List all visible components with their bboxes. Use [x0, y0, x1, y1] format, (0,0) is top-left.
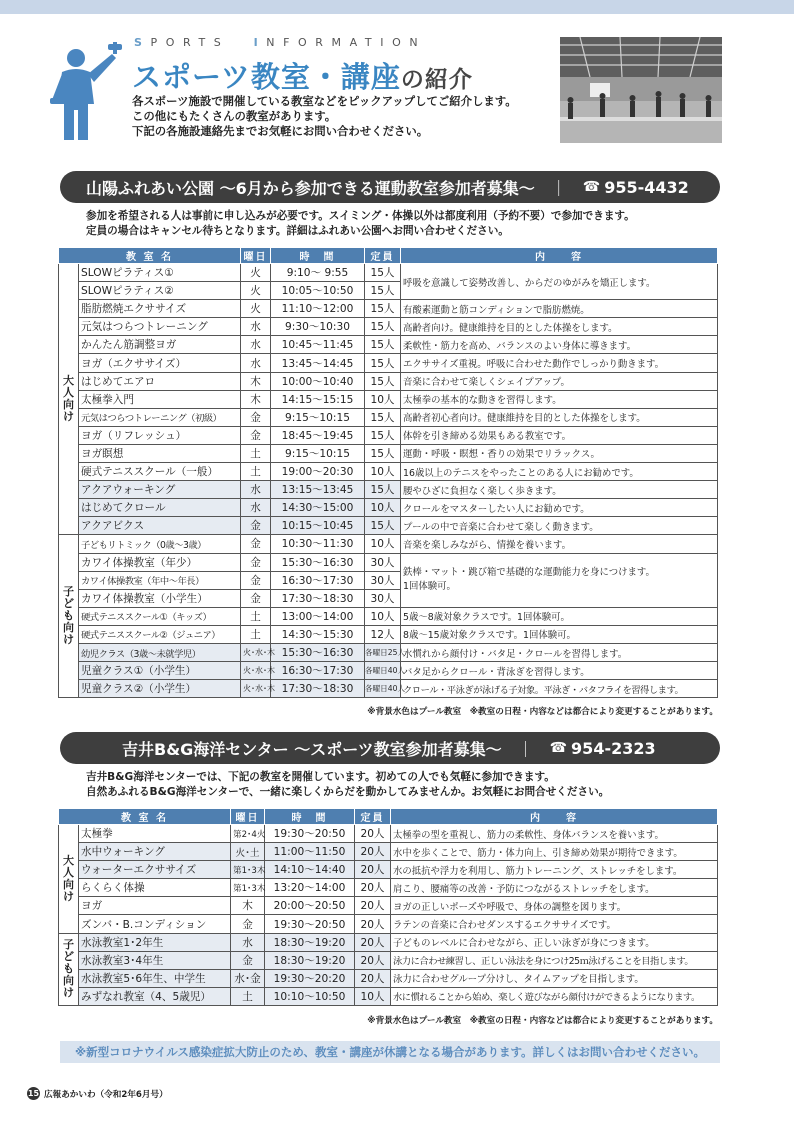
class-description: 水に慣れることから始め、楽しく遊びながら顔付けができるようになります。 — [391, 987, 718, 1005]
class-capacity: 各曜日40人 — [365, 662, 401, 680]
table-row — [59, 336, 718, 354]
class-name: アクアビクス — [79, 517, 241, 535]
phone-number: 955-4432 — [604, 177, 689, 197]
class-time: 10:45～11:45 — [271, 336, 365, 354]
table-row — [59, 535, 718, 553]
class-day: 金 — [231, 951, 265, 969]
class-time: 14:15～15:15 — [271, 390, 365, 408]
class-name: ヨガ（エクササイズ） — [79, 354, 241, 372]
table-row — [59, 372, 718, 390]
class-capacity: 20人 — [355, 897, 391, 915]
class-description: クロールをマスターしたい人にお勧めです。 — [401, 499, 718, 517]
class-capacity: 30人 — [365, 553, 401, 571]
class-description: 呼吸を意識して姿勢改善し、からだのゆがみを矯正します。 — [401, 264, 718, 300]
class-name: ヨガ — [79, 897, 231, 915]
class-day: 火･水･木 — [241, 643, 271, 661]
class-description: 泳力に合わせ練習し、正しい泳法を身につけ25ｍ泳げることを目指します。 — [391, 951, 718, 969]
page-title: スポーツ教室・講座の紹介 — [132, 60, 473, 94]
class-capacity: 20人 — [355, 915, 391, 933]
class-capacity: 15人 — [365, 282, 401, 300]
class-capacity: 20人 — [355, 969, 391, 987]
class-time: 13:45～14:45 — [271, 354, 365, 372]
class-capacity: 15人 — [365, 372, 401, 390]
class-description: 泳力に合わせグループ分けし、タイムアップを目指します。 — [391, 969, 718, 987]
class-day: 水 — [231, 933, 265, 951]
class-name: はじめてエアロ — [79, 372, 241, 390]
class-day: 第2･4火 — [231, 825, 265, 843]
class-description: 太極拳の型を重視し、筋力の柔軟性、身体バランスを養います。 — [391, 825, 718, 843]
publication-name: 広報あかいわ（令和2年6月号） — [44, 1090, 168, 1100]
table-row — [59, 481, 718, 499]
class-name: 水中ウォーキング — [79, 843, 231, 861]
class-name: 太極拳 — [79, 825, 231, 843]
table-row — [59, 843, 718, 861]
class-day: 金 — [241, 553, 271, 571]
class-description: ラテンの音楽に合わせダンスするエクササイズです。 — [391, 915, 718, 933]
class-day: 火･水･木 — [241, 662, 271, 680]
section-yoshii-header — [60, 732, 720, 764]
class-name: みずなれ教室（4、5歳児） — [79, 987, 231, 1005]
class-name: カワイ体操教室（年少） — [79, 553, 241, 571]
table-row — [59, 390, 718, 408]
table-row — [59, 933, 718, 951]
class-time: 19:30～20:50 — [265, 915, 355, 933]
class-time: 9:10～ 9:55 — [271, 264, 365, 282]
class-name: カワイ体操教室（年中～年長） — [79, 571, 241, 589]
table-row — [59, 662, 718, 680]
class-capacity: 15人 — [365, 408, 401, 426]
class-name: 元気はつらつトレーニング（初級） — [79, 408, 241, 426]
table-row — [59, 463, 718, 481]
class-name: 児童クラス②（小学生） — [79, 680, 241, 698]
class-name: 水泳教室3･4年生 — [79, 951, 231, 969]
class-day: 金 — [241, 408, 271, 426]
class-time: 18:45～19:45 — [271, 426, 365, 444]
phone-icon: ☎ — [549, 740, 568, 756]
table-row — [59, 499, 718, 517]
class-capacity: 各曜日25人 — [365, 643, 401, 661]
sports-information-label: SPORTS INFORMATION — [134, 36, 427, 49]
class-time: 16:30～17:30 — [271, 662, 365, 680]
yoshii-schedule-table — [58, 808, 718, 1006]
class-name: 硬式テニススクール①（キッズ） — [79, 607, 241, 625]
class-time: 9:30～10:30 — [271, 318, 365, 336]
class-time: 9:15～10:15 — [271, 444, 365, 462]
sanyo-schedule-table — [58, 247, 718, 698]
intro-text: 各スポーツ施設で開催している教室などをピックアップしてご紹介します。 この他にもたくさんの教室があります。 下記の各施設連絡先までお気軽にお問い合わせください。 — [132, 94, 517, 138]
table-row — [59, 625, 718, 643]
class-name: ヨガ瞑想 — [79, 444, 241, 462]
table-row — [59, 426, 718, 444]
class-description: 体幹を引き締める効果もある教室です。 — [401, 426, 718, 444]
class-name: 硬式テニススクール②（ジュニア） — [79, 625, 241, 643]
class-capacity: 12人 — [365, 625, 401, 643]
athlete-figure-icon — [50, 40, 126, 140]
class-capacity: 10人 — [365, 390, 401, 408]
class-name: SLOWピラティス② — [79, 282, 241, 300]
col-header-capacity: 定員 — [355, 809, 391, 825]
class-time: 20:00～20:50 — [265, 897, 355, 915]
class-capacity: 15人 — [365, 300, 401, 318]
table-row — [59, 951, 718, 969]
class-day: 火･土 — [231, 843, 265, 861]
table-row — [59, 607, 718, 625]
class-time: 10:05～10:50 — [271, 282, 365, 300]
class-capacity: 10人 — [365, 535, 401, 553]
class-capacity: 20人 — [355, 933, 391, 951]
class-name: ズンバ・B.コンディション — [79, 915, 231, 933]
table-header-row — [59, 809, 718, 825]
table-row — [59, 643, 718, 661]
class-name: はじめてクロール — [79, 499, 241, 517]
class-capacity: 20人 — [355, 843, 391, 861]
class-day: 金 — [241, 535, 271, 553]
section-sanyo-header — [60, 171, 720, 203]
class-name: 水泳教室1･2年生 — [79, 933, 231, 951]
class-day: 水･金 — [231, 969, 265, 987]
class-day: 土 — [241, 607, 271, 625]
phone-number: 954-2323 — [571, 738, 656, 758]
table-row — [59, 861, 718, 879]
class-capacity: 30人 — [365, 571, 401, 589]
class-day: 金 — [241, 589, 271, 607]
col-header-capacity: 定員 — [365, 248, 401, 264]
class-name: 硬式テニススクール（一般） — [79, 463, 241, 481]
class-capacity: 20人 — [355, 879, 391, 897]
class-capacity: 10人 — [365, 463, 401, 481]
phone-icon: ☎ — [582, 179, 601, 195]
table-header-row — [59, 248, 718, 264]
class-capacity: 各曜日40人 — [365, 680, 401, 698]
section-yoshii-note: 吉井B&G海洋センターでは、下記の教室を開催しています。初めての人でも気軽に参加できます。 自然あふれるB&G海洋センターで、一緒に楽しくからだを動かしてみませんか。お気軽にお問合せください。 — [86, 771, 610, 798]
class-time: 11:10～12:00 — [271, 300, 365, 318]
class-name: 幼児クラス（3歳～未就学児） — [79, 643, 241, 661]
class-time: 14:30～15:30 — [271, 625, 365, 643]
class-day: 火 — [241, 282, 271, 300]
class-time: 10:15～10:45 — [271, 517, 365, 535]
gym-photo — [560, 37, 722, 143]
class-time: 10:30～11:30 — [271, 535, 365, 553]
section-title: 山陽ふれあい公園 ～6月から参加できる運動教室参加者募集～ — [86, 178, 535, 198]
class-day: 木 — [241, 390, 271, 408]
class-name: 水泳教室5･6年生、中学生 — [79, 969, 231, 987]
col-header-description: 内 容 — [391, 809, 718, 825]
table-row — [59, 969, 718, 987]
class-day: 金 — [241, 571, 271, 589]
table-row — [59, 354, 718, 372]
class-capacity: 20人 — [355, 825, 391, 843]
class-name: ウォーターエクササイズ — [79, 861, 231, 879]
table-row — [59, 264, 718, 282]
class-day: 木 — [231, 897, 265, 915]
class-day: 水 — [241, 336, 271, 354]
class-name: アクアウォーキング — [79, 481, 241, 499]
table-row — [59, 987, 718, 1005]
table-row — [59, 553, 718, 571]
class-description: 水中を歩くことで、筋力・体力向上、引き締め効果が期待できます。 — [391, 843, 718, 861]
class-capacity: 10人 — [365, 499, 401, 517]
separator: ｜ — [550, 178, 567, 198]
table-row — [59, 300, 718, 318]
table-row — [59, 915, 718, 933]
table-row — [59, 517, 718, 535]
class-capacity: 15人 — [365, 264, 401, 282]
class-time: 9:15～10:15 — [271, 408, 365, 426]
class-name: らくらく体操 — [79, 879, 231, 897]
col-header-name: 教 室 名 — [59, 809, 231, 825]
class-capacity: 20人 — [355, 951, 391, 969]
class-description: エクササイズ重視。呼吸に合わせた動作でしっかり動きます。 — [401, 354, 718, 372]
class-description: 音楽を楽しみながら、情操を養います。 — [401, 535, 718, 553]
class-day: 水 — [241, 481, 271, 499]
class-capacity: 15人 — [365, 354, 401, 372]
class-description: プールの中で音楽に合わせて楽しく動きます。 — [401, 517, 718, 535]
class-description: 高齢者初心者向け。健康維持を目的とした体操をします。 — [401, 408, 718, 426]
class-description: 16歳以上のテニスをやったことのある人にお勧めです。 — [401, 463, 718, 481]
class-time: 11:00～11:50 — [265, 843, 355, 861]
class-name: 子どもリトミック（0歳～3歳） — [79, 535, 241, 553]
page-number: 15 — [27, 1089, 40, 1098]
table-row — [59, 444, 718, 462]
class-capacity: 30人 — [365, 589, 401, 607]
class-description: 8歳～15歳対象クラスです。1回体験可。 — [401, 625, 718, 643]
table-row — [59, 318, 718, 336]
class-day: 金 — [241, 426, 271, 444]
class-day: 土 — [241, 625, 271, 643]
class-name: ヨガ（リフレッシュ） — [79, 426, 241, 444]
group-label-adult: 大人向け — [59, 264, 79, 535]
col-header-name: 教 室 名 — [59, 248, 241, 264]
class-time: 14:10～14:40 — [265, 861, 355, 879]
col-header-description: 内 容 — [401, 248, 718, 264]
class-description: 水慣れから顔付け・バタ足・クロールを習得します。 — [401, 643, 718, 661]
class-capacity: 15人 — [365, 336, 401, 354]
class-day: 水 — [241, 354, 271, 372]
class-time: 18:30～19:20 — [265, 951, 355, 969]
col-header-time: 時 間 — [265, 809, 355, 825]
section-title: 吉井B&G海洋センター ～スポーツ教室参加者募集～ — [122, 739, 502, 759]
col-header-day: 曜日 — [241, 248, 271, 264]
class-day: 火 — [241, 264, 271, 282]
class-capacity: 10人 — [355, 987, 391, 1005]
class-time: 15:30～16:30 — [271, 643, 365, 661]
class-description: 肩こり、腰痛等の改善・予防につながるストレッチをします。 — [391, 879, 718, 897]
table-row — [59, 825, 718, 843]
class-time: 13:00～14:00 — [271, 607, 365, 625]
class-time: 19:00～20:30 — [271, 463, 365, 481]
class-day: 水 — [241, 318, 271, 336]
class-capacity: 15人 — [365, 444, 401, 462]
class-day: 木 — [241, 372, 271, 390]
group-label-adult: 大人向け — [59, 825, 79, 934]
class-description: 柔軟性・筋力を高め、バランスのよい身体に導きます。 — [401, 336, 718, 354]
col-header-day: 曜日 — [231, 809, 265, 825]
class-description: 水の抵抗や浮力を利用し、筋力トレーニング、ストレッチをします。 — [391, 861, 718, 879]
class-day: 土 — [241, 463, 271, 481]
class-time: 17:30～18:30 — [271, 589, 365, 607]
class-description: 運動・呼吸・瞑想・香りの効果でリラックス。 — [401, 444, 718, 462]
covid-warning-banner: ※新型コロナウイルス感染症拡大防止のため、教室・講座が休講となる場合があります。詳しくはお問い合わせください。 — [60, 1041, 720, 1063]
group-label-child: 子ども向け — [59, 535, 79, 698]
class-description: 5歳～8歳対象クラスです。1回体験可。 — [401, 607, 718, 625]
class-time: 15:30～16:30 — [271, 553, 365, 571]
class-day: 水 — [241, 499, 271, 517]
class-description: ヨガの正しいポーズや呼吸で、身体の調整を図ります。 — [391, 897, 718, 915]
class-day: 火･水･木 — [241, 680, 271, 698]
class-time: 18:30～19:20 — [265, 933, 355, 951]
class-day: 金 — [241, 517, 271, 535]
class-capacity: 15人 — [365, 318, 401, 336]
class-name: 元気はつらつトレーニング — [79, 318, 241, 336]
class-time: 10:10～10:50 — [265, 987, 355, 1005]
class-capacity: 15人 — [365, 426, 401, 444]
class-time: 17:30～18:30 — [271, 680, 365, 698]
class-description: 腰やひざに負担なく楽しく歩きます。 — [401, 481, 718, 499]
table-row — [59, 408, 718, 426]
class-time: 19:30～20:50 — [265, 825, 355, 843]
class-day: 土 — [231, 987, 265, 1005]
top-band — [0, 0, 794, 14]
class-name: カワイ体操教室（小学生） — [79, 589, 241, 607]
class-name: SLOWピラティス① — [79, 264, 241, 282]
class-time: 14:30～15:00 — [271, 499, 365, 517]
class-description: 太極拳の基本的な動きを習得します。 — [401, 390, 718, 408]
separator: ｜ — [517, 739, 534, 759]
table-row — [59, 897, 718, 915]
class-time: 19:30～20:20 — [265, 969, 355, 987]
class-day: 土 — [241, 444, 271, 462]
class-name: 太極拳入門 — [79, 390, 241, 408]
col-header-time: 時 間 — [271, 248, 365, 264]
table-footnote: ※背景水色はプール教室 ※教室の日程・内容などは都合により変更することがあります。 — [367, 707, 718, 717]
class-capacity: 15人 — [365, 517, 401, 535]
class-description: 音楽に合わせて楽しくシェイプアップ。 — [401, 372, 718, 390]
class-day: 金 — [231, 915, 265, 933]
class-time: 10:00～10:40 — [271, 372, 365, 390]
class-description: 子どものレベルに合わせながら、正しい泳ぎが身につきます。 — [391, 933, 718, 951]
class-day: 火 — [241, 300, 271, 318]
class-name: かんたん筋調整ヨガ — [79, 336, 241, 354]
section-sanyo-note: 参加を希望される人は事前に申し込みが必要です。スイミング・体操以外は都度利用（予約不要）で参加できます。 定員の場合はキャンセル待ちとなります。詳細はふれあい公園へお問い合わせください。 — [86, 210, 635, 237]
class-description: クロール・平泳ぎが泳げる子対象。平泳ぎ・バタフライを習得します。 — [401, 680, 718, 698]
class-description: バタ足からクロール・背泳ぎを習得します。 — [401, 662, 718, 680]
class-capacity: 20人 — [355, 861, 391, 879]
class-name: 児童クラス①（小学生） — [79, 662, 241, 680]
class-description: 有酸素運動と筋コンディションで脂肪燃焼。 — [401, 300, 718, 318]
class-description: 高齢者向け。健康維持を目的とした体操をします。 — [401, 318, 718, 336]
class-capacity: 15人 — [365, 481, 401, 499]
class-time: 13:20～14:00 — [265, 879, 355, 897]
class-time: 16:30～17:30 — [271, 571, 365, 589]
table-row — [59, 680, 718, 698]
group-label-child: 子ども向け — [59, 933, 79, 1005]
class-name: 脂肪燃焼エクササイズ — [79, 300, 241, 318]
class-day: 第1･3木 — [231, 879, 265, 897]
class-description: 鉄棒・マット・跳び箱で基礎的な運動能力を身につけます。 1回体験可。 — [401, 553, 718, 607]
class-capacity: 10人 — [365, 607, 401, 625]
class-time: 13:15～13:45 — [271, 481, 365, 499]
table-row — [59, 879, 718, 897]
class-day: 第1･3木 — [231, 861, 265, 879]
table-footnote: ※背景水色はプール教室 ※教室の日程・内容などは都合により変更することがあります。 — [367, 1016, 718, 1026]
